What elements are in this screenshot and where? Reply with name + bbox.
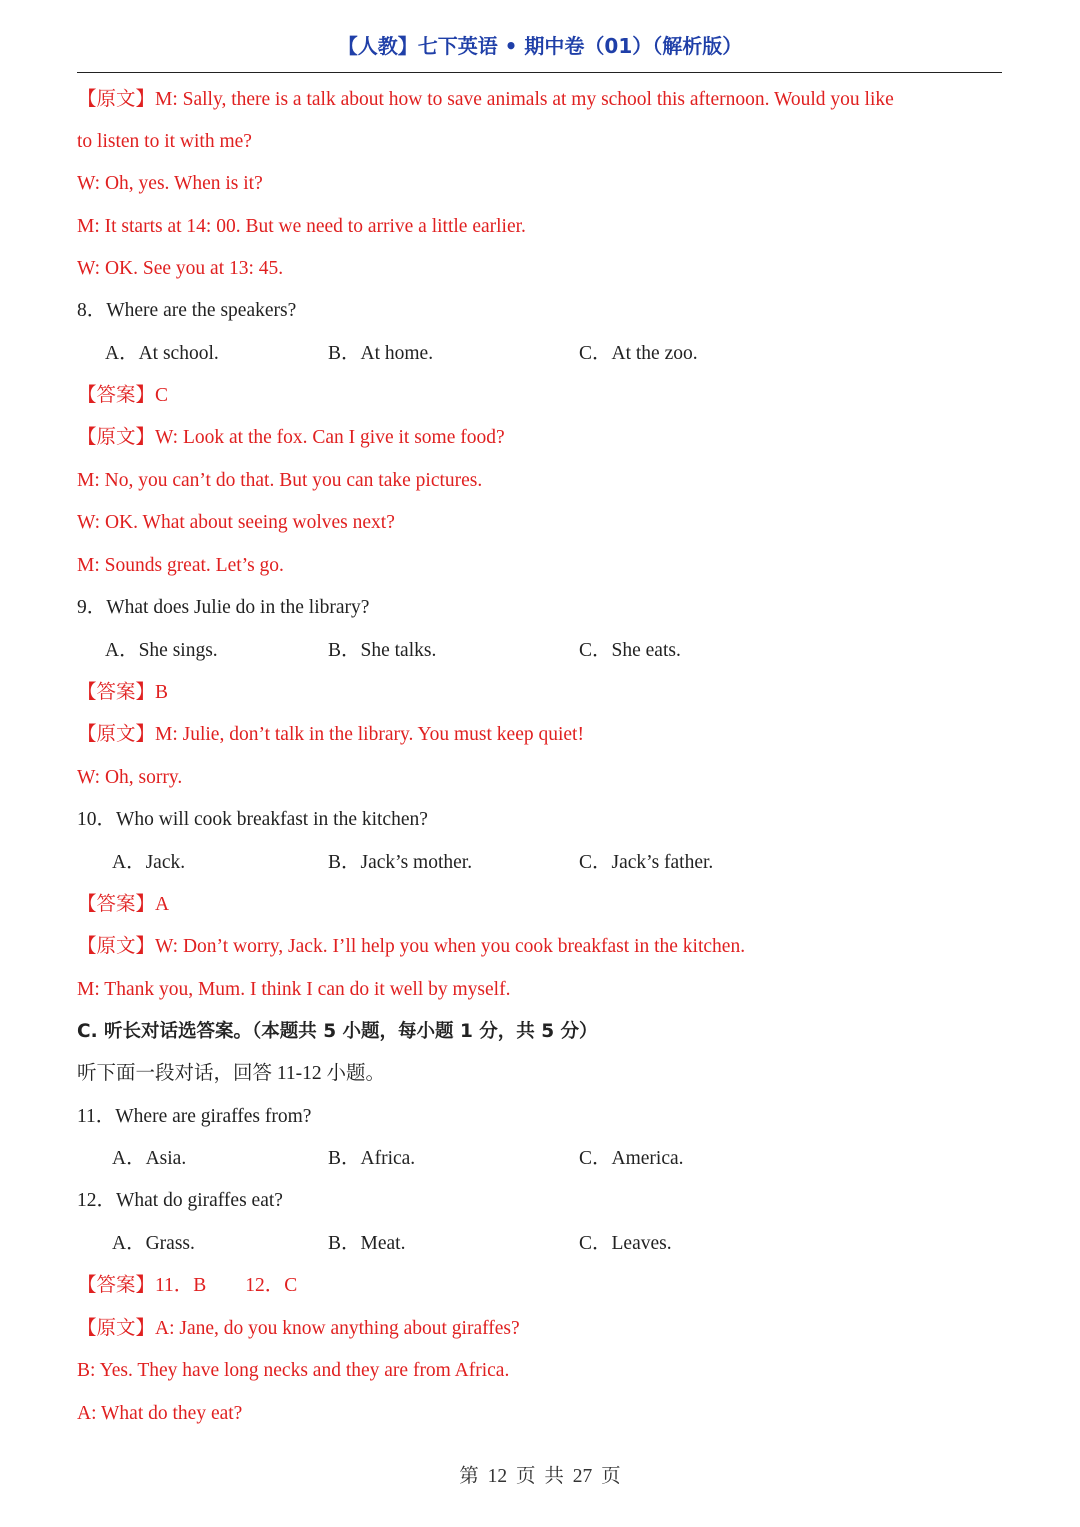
q8-option-c: C．At the zoo.: [579, 343, 698, 364]
transcript-line: 【原文】M: Sally, there is a talk about how to save animals at my school this afternoon. Would you like: [77, 89, 894, 110]
q12-option-c: C．Leaves.: [579, 1233, 672, 1254]
transcript-line: W: Oh, yes. When is it?: [77, 173, 263, 194]
transcript-line: M: Sounds great. Let’s go.: [77, 555, 284, 576]
q11-option-c: C．America.: [579, 1148, 684, 1169]
transcript-line: 【原文】W: Look at the fox. Can I give it some food?: [77, 427, 505, 448]
transcript-line: 【原文】W: Don’t worry, Jack. I’ll help you when you cook breakfast in the kitchen.: [77, 936, 746, 957]
q9-option-c: C．She eats.: [579, 640, 681, 661]
q9-option-b: B．She talks.: [328, 640, 437, 661]
q9-option-a: A．She sings.: [105, 640, 218, 661]
question-12: 12．What do giraffes eat?: [77, 1190, 283, 1211]
q10-option-c: C．Jack’s father.: [579, 852, 714, 873]
question-10: 10．Who will cook breakfast in the kitchen?: [77, 809, 428, 830]
answer-10: 【答案】A: [77, 894, 170, 915]
transcript-line: 【原文】M: Julie, don’t talk in the library. You must keep quiet!: [77, 724, 584, 745]
section-c-heading: C. 听长对话选答案。（本题共 5 小题，每小题 1 分，共 5 分）: [77, 1021, 598, 1042]
transcript-line: M: Thank you, Mum. I think I can do it well by myself.: [77, 979, 511, 1000]
q8-option-a: A．At school.: [105, 343, 219, 364]
page-header-title: 【人教】七下英语 • 期中卷（01）（解析版）: [337, 34, 743, 58]
transcript-line: A: What do they eat?: [77, 1403, 243, 1424]
question-9: 9．What does Julie do in the library?: [77, 597, 370, 618]
header-divider: [77, 72, 1002, 73]
q11-option-b: B．Africa.: [328, 1148, 416, 1169]
q10-option-a: A．Jack.: [112, 852, 186, 873]
question-11: 11．Where are giraffes from?: [77, 1106, 312, 1127]
transcript-line: M: No, you can’t do that. But you can take pictures.: [77, 470, 483, 491]
page-number: 第 12 页 共 27 页: [459, 1466, 621, 1487]
section-instruction: 听下面一段对话，回答 11-12 小题。: [77, 1063, 386, 1084]
transcript-line: W: OK. See you at 13: 45.: [77, 258, 284, 279]
transcript-line: 【原文】A: Jane, do you know anything about giraffes?: [77, 1318, 520, 1339]
q8-option-b: B．At home.: [328, 343, 434, 364]
transcript-line: to listen to it with me?: [77, 131, 252, 152]
q10-option-b: B．Jack’s mother.: [328, 852, 473, 873]
q12-option-a: A．Grass.: [112, 1233, 195, 1254]
answer-8: 【答案】C: [77, 385, 169, 406]
transcript-line: W: OK. What about seeing wolves next?: [77, 512, 395, 533]
answer-11-12: 【答案】11．B 12．C: [77, 1275, 298, 1296]
q12-option-b: B．Meat.: [328, 1233, 406, 1254]
answer-9: 【答案】B: [77, 682, 169, 703]
q11-option-a: A．Asia.: [112, 1148, 187, 1169]
transcript-line: W: Oh, sorry.: [77, 767, 183, 788]
transcript-line: M: It starts at 14: 00. But we need to arrive a little earlier.: [77, 216, 526, 237]
transcript-line: B: Yes. They have long necks and they are from Africa.: [77, 1360, 510, 1381]
question-8: 8．Where are the speakers?: [77, 300, 297, 321]
